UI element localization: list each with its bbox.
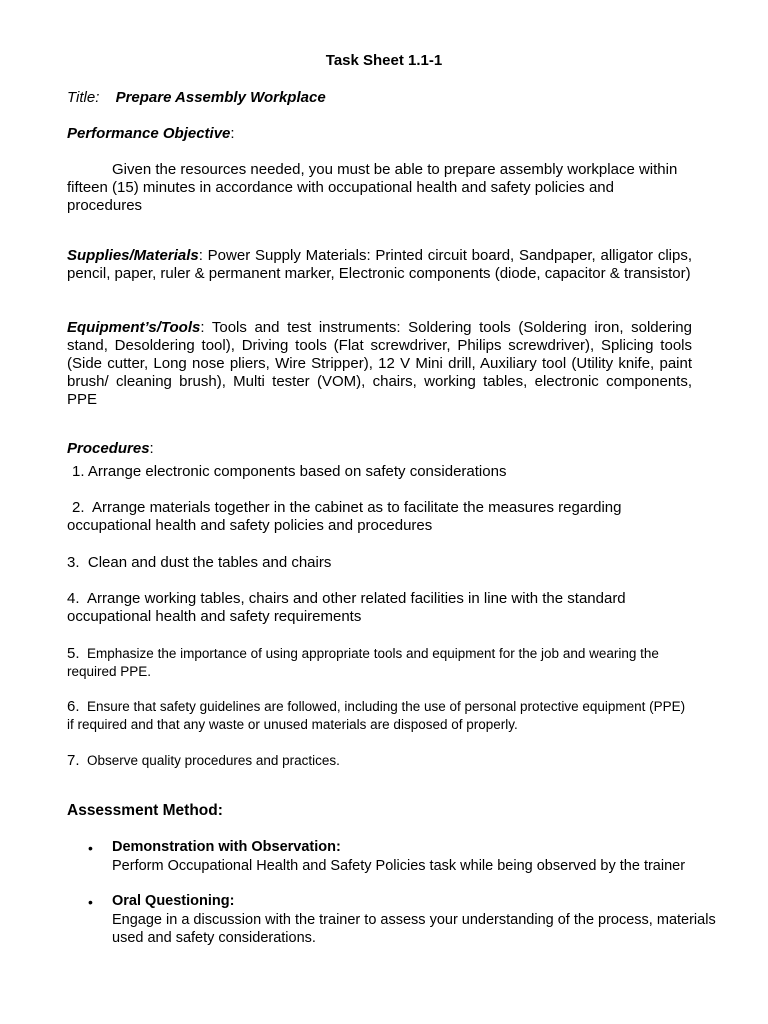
procedure-step-number: 5. — [67, 645, 80, 662]
procedure-step-number: 3. — [67, 554, 80, 571]
bullet-icon: • — [88, 840, 93, 856]
procedure-step — [67, 698, 692, 734]
procedures-label: Procedures — [67, 440, 150, 457]
equipment-paragraph — [67, 319, 692, 409]
procedure-step-number: 2. — [72, 499, 85, 516]
procedures-heading — [67, 440, 154, 457]
procedure-step-number: 6. — [67, 698, 80, 715]
title-value: Prepare Assembly Workplace — [115, 89, 326, 106]
procedure-step — [67, 590, 692, 626]
supplies-paragraph — [67, 247, 692, 283]
assessment-item-title: Demonstration with Observation: — [112, 839, 341, 855]
title-line — [67, 89, 326, 106]
procedure-step — [67, 554, 692, 572]
procedure-step — [67, 752, 692, 770]
procedures-colon: : — [149, 440, 154, 457]
procedure-step-number: 4. — [67, 590, 80, 607]
procedure-step-text: Arrange working tables, chairs and other related facilities in line with the standard occupational health and safety requirements — [67, 590, 626, 625]
performance-objective-text: Given the resources needed, you must be able to prepare assembly workplace within fifteen (15) minutes in accordance with occupational health and safety policies and procedures — [67, 161, 678, 214]
supplies-label: Supplies/Materials — [67, 247, 199, 264]
procedure-step-text: Arrange electronic components based on safety considerations — [87, 463, 507, 480]
assessment-method-title: Assessment Method: — [67, 802, 223, 819]
assessment-item-text: Engage in a discussion with the trainer to assess your understanding of the process, materials used and safety considerations. — [112, 912, 716, 946]
procedure-step-text: Arrange materials together in the cabinet as to facilitate the measures regarding occupational health and safety policies and procedures — [67, 499, 622, 534]
procedure-step-text: Observe quality procedures and practices. — [87, 753, 340, 768]
equipment-label: Equipment’s/Tools — [67, 319, 201, 336]
procedure-step — [72, 463, 697, 481]
assessment-item-text: Perform Occupational Health and Safety Policies task while being observed by the trainer — [112, 858, 686, 874]
procedure-step-text: Ensure that safety guidelines are followed, including the use of personal protective equipment (PPE) if required and that any waste or unused materials are disposed of properly. — [67, 699, 686, 732]
equipment-text: : Tools and test instruments: Soldering tools (Soldering iron, soldering stand, Desoldering tool), Driving tools (Flat screwdriver, Philips screwdriver), Splicing tools (Side cutter, Long nose pliers, Wire Stripper), 12 V Mini drill, Auxiliary tool (Utility knife, paint brush/ cleaning brush), Multi tester (VOM), chairs, working tables, electronic components, PPE — [67, 319, 692, 408]
performance-objective-label: Performance Objective — [67, 125, 231, 142]
bullet-icon: • — [88, 894, 93, 910]
procedure-step-text: Clean and dust the tables and chairs — [87, 554, 332, 571]
performance-objective-colon: : — [230, 125, 235, 142]
procedure-step — [67, 645, 692, 681]
procedure-step-text: Emphasize the importance of using appropriate tools and equipment for the job and wearing the required PPE. — [67, 646, 659, 679]
title-label: Title — [67, 89, 96, 106]
page-heading: Task Sheet 1.1-1 — [325, 52, 443, 69]
performance-objective-heading — [67, 125, 235, 142]
assessment-item-title: Oral Questioning: — [112, 893, 235, 909]
supplies-text: : Power Supply Materials: Printed circuit board, Sandpaper, alligator clips, pencil, paper, ruler & permanent marker, Electronic components (diode, capacitor & transistor) — [67, 247, 692, 282]
procedure-step — [67, 499, 692, 535]
procedure-step-number: 1. — [72, 463, 85, 480]
procedure-step-number: 7. — [67, 752, 80, 769]
title-colon: : — [95, 89, 100, 106]
